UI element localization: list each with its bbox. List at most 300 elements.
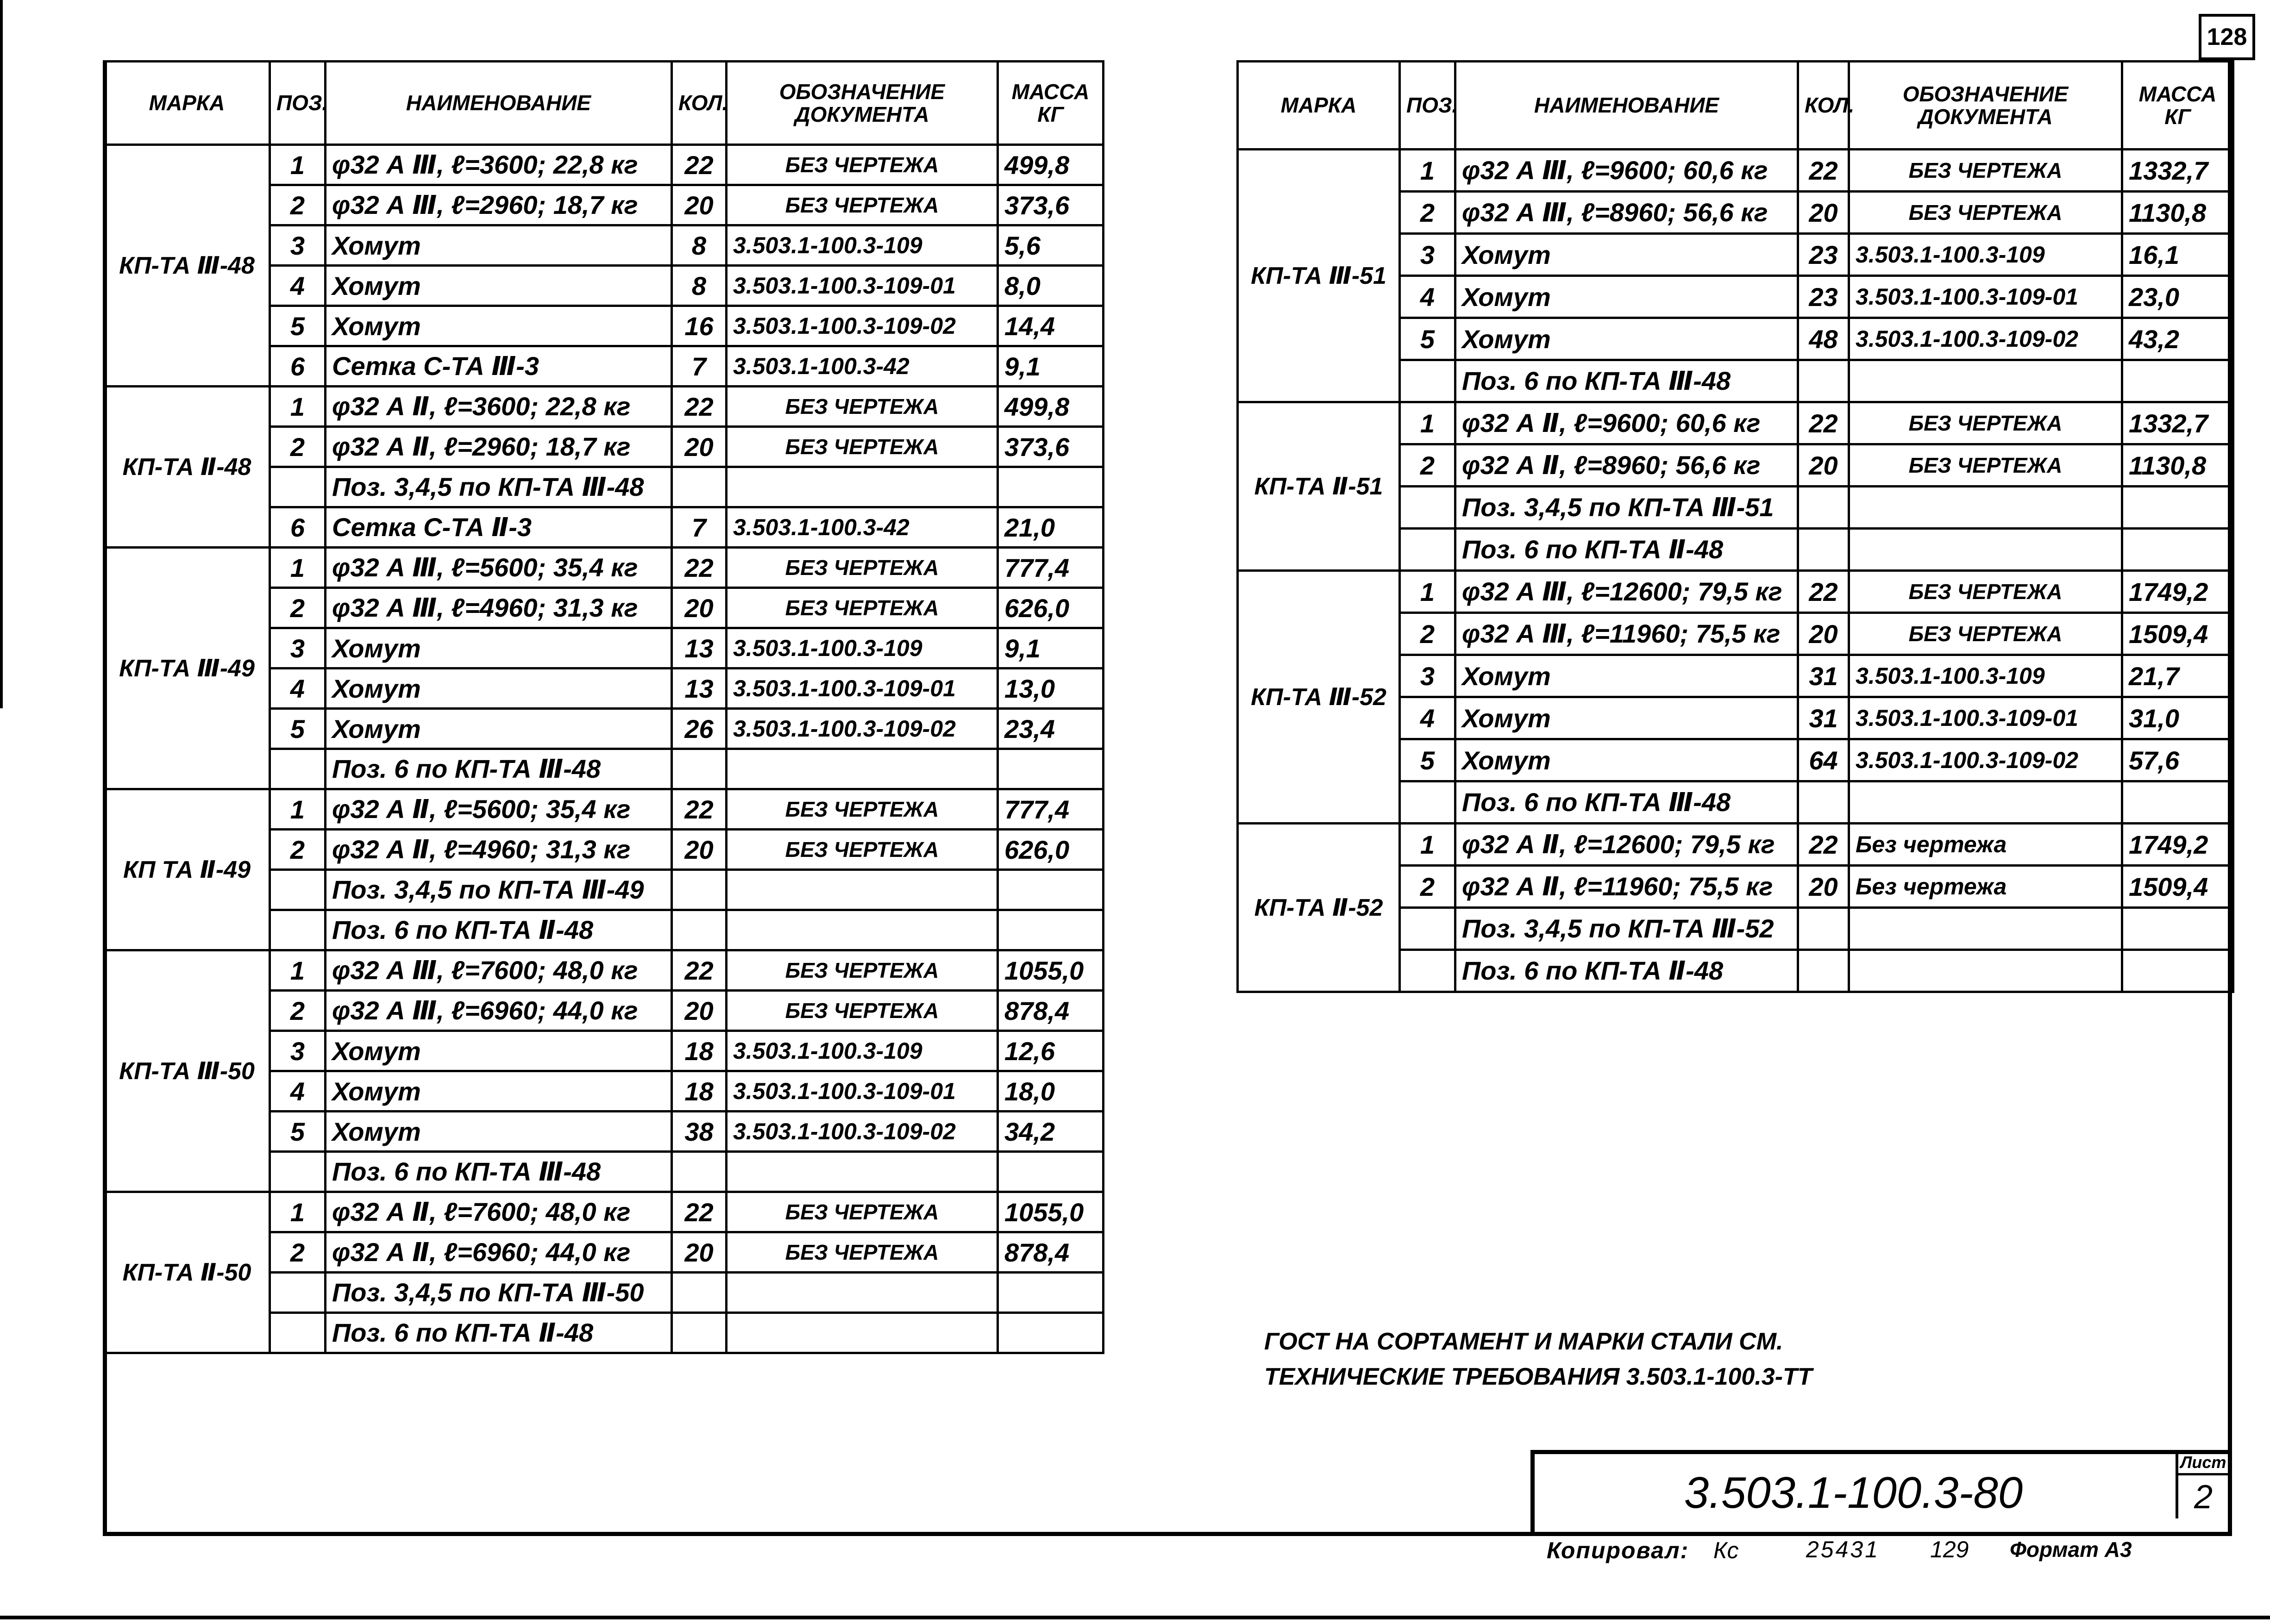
cell-qty: 31 — [1798, 697, 1849, 739]
cell-mass: 9,1 — [998, 346, 1104, 387]
cell-pos: 2 — [270, 991, 326, 1031]
cell-mass: 1130,8 — [2122, 192, 2233, 234]
cell-mass — [2122, 487, 2233, 529]
cell-pos: 2 — [270, 830, 326, 870]
cell-mass: 1509,4 — [2122, 613, 2233, 655]
cell-mark: КП-ТА Ⅲ-48 — [104, 145, 270, 387]
cell-pos: 3 — [270, 628, 326, 668]
cell-doc: БЕЗ ЧЕРТЕЖА — [1849, 192, 2122, 234]
cell-mass: 12,6 — [998, 1031, 1104, 1071]
cell-doc: 3.503.1-100.3-109-02 — [727, 306, 998, 346]
cell-mass: 373,6 — [998, 185, 1104, 225]
cell-qty — [1798, 781, 1849, 824]
header-qty: КОЛ. — [1798, 62, 1849, 150]
note-line-gost: ГОСТ НА СОРТАМЕНТ И МАРКИ СТАЛИ СМ. — [1264, 1328, 1783, 1355]
cell-mass — [998, 910, 1104, 950]
cell-qty: 22 — [672, 548, 727, 588]
cell-mark: КП-ТА Ⅱ-52 — [1238, 824, 1400, 992]
cell-qty: 20 — [672, 991, 727, 1031]
cell-qty: 20 — [672, 588, 727, 628]
cell-doc: 3.503.1-100.3-109-02 — [727, 1112, 998, 1152]
cell-mass: 5,6 — [998, 225, 1104, 266]
cell-qty: 22 — [672, 789, 727, 830]
cell-pos — [1400, 360, 1455, 402]
spec-table-right-body — [1238, 150, 2233, 992]
cell-qty: 13 — [672, 668, 727, 709]
cell-pos: 5 — [1400, 739, 1455, 781]
header-doc: ОБОЗНАЧЕНИЕ ДОКУМЕНТА — [1849, 62, 2122, 150]
header-doc: ОБОЗНАЧЕНИЕ ДОКУМЕНТА — [727, 62, 998, 145]
header-mark: МАРКА — [1238, 62, 1400, 150]
cell-name: Поз. 3,4,5 по КП-ТА Ⅲ-50 — [326, 1273, 672, 1313]
cell-pos — [1400, 950, 1455, 992]
cell-name: Хомут — [326, 668, 672, 709]
cell-qty: 26 — [672, 709, 727, 749]
cell-name: φ32 А Ⅱ, ℓ=8960; 56,6 кг — [1455, 444, 1798, 487]
cell-pos — [270, 1273, 326, 1313]
cell-name: Хомут — [1455, 318, 1798, 360]
cell-doc — [1849, 487, 2122, 529]
cell-name: Поз. 6 по КП-ТА Ⅲ-48 — [1455, 781, 1798, 824]
cell-qty: 22 — [672, 387, 727, 427]
copied-by-label: Копировал: — [1547, 1537, 1689, 1563]
cell-mass: 878,4 — [998, 991, 1104, 1031]
cell-name: Поз. 6 по КП-ТА Ⅱ-48 — [1455, 529, 1798, 571]
cell-name: Поз. 6 по КП-ТА Ⅱ-48 — [326, 1313, 672, 1353]
note-line-tech-req: ТЕХНИЧЕСКИЕ ТРЕБОВАНИЯ 3.503.1-100.3-ТТ — [1264, 1363, 1812, 1390]
header-pos: ПОЗ. — [1400, 62, 1455, 150]
cell-doc — [1849, 950, 2122, 992]
cell-pos: 1 — [1400, 150, 1455, 192]
cell-qty — [1798, 487, 1849, 529]
cell-pos: 1 — [270, 548, 326, 588]
notes — [1264, 1324, 1812, 1394]
cell-pos — [270, 749, 326, 789]
cell-mark: КП-ТА Ⅲ-50 — [104, 950, 270, 1192]
cell-pos: 6 — [270, 507, 326, 548]
header-mark: МАРКА — [104, 62, 270, 145]
cell-pos — [270, 1152, 326, 1192]
cell-doc — [1849, 908, 2122, 950]
cell-name: Поз. 3,4,5 по КП-ТА Ⅲ-51 — [1455, 487, 1798, 529]
cell-name: φ32 А Ⅲ, ℓ=12600; 79,5 кг — [1455, 571, 1798, 613]
cell-name: φ32 А Ⅱ, ℓ=9600; 60,6 кг — [1455, 402, 1798, 444]
cell-mass — [2122, 950, 2233, 992]
cell-name: φ32 А Ⅲ, ℓ=8960; 56,6 кг — [1455, 192, 1798, 234]
cell-doc — [1849, 360, 2122, 402]
cell-pos: 2 — [270, 185, 326, 225]
cell-qty: 22 — [1798, 150, 1849, 192]
cell-name: Поз. 3,4,5 по КП-ТА Ⅲ-52 — [1455, 908, 1798, 950]
cell-doc — [727, 870, 998, 910]
cell-qty: 48 — [1798, 318, 1849, 360]
cell-mass: 626,0 — [998, 830, 1104, 870]
cell-doc: БЕЗ ЧЕРТЕЖА — [1849, 571, 2122, 613]
cell-doc: БЕЗ ЧЕРТЕЖА — [727, 185, 998, 225]
cell-qty: 23 — [1798, 276, 1849, 318]
cell-pos: 5 — [270, 306, 326, 346]
cell-qty: 20 — [672, 185, 727, 225]
cell-name: Хомут — [1455, 655, 1798, 697]
cell-mass — [2122, 908, 2233, 950]
cell-mass: 1749,2 — [2122, 571, 2233, 613]
bottom-edge-line — [0, 1616, 2270, 1619]
page-number: 128 — [2199, 14, 2255, 60]
cell-qty: 8 — [672, 225, 727, 266]
cell-name: Хомут — [326, 306, 672, 346]
cell-mark: КП-ТА Ⅱ-48 — [104, 387, 270, 548]
cell-name: Хомут — [1455, 276, 1798, 318]
cell-pos: 1 — [270, 789, 326, 830]
cell-mass — [2122, 360, 2233, 402]
cell-name: Поз. 3,4,5 по КП-ТА Ⅲ-48 — [326, 467, 672, 507]
cell-mass: 1332,7 — [2122, 150, 2233, 192]
cell-doc: 3.503.1-100.3-109 — [1849, 234, 2122, 276]
cell-mass: 14,4 — [998, 306, 1104, 346]
cell-mass: 499,8 — [998, 145, 1104, 185]
cell-pos: 2 — [270, 588, 326, 628]
cell-mass: 18,0 — [998, 1071, 1104, 1112]
cell-qty: 8 — [672, 266, 727, 306]
cell-mass — [998, 467, 1104, 507]
cell-pos: 1 — [270, 950, 326, 991]
header-mass: МАССА КГ — [998, 62, 1104, 145]
cell-qty: 22 — [672, 145, 727, 185]
cell-qty: 22 — [672, 950, 727, 991]
cell-name: φ32 А Ⅱ, ℓ=12600; 79,5 кг — [1455, 824, 1798, 866]
cell-doc: БЕЗ ЧЕРТЕЖА — [727, 387, 998, 427]
cell-name: φ32 А Ⅲ, ℓ=5600; 35,4 кг — [326, 548, 672, 588]
cell-pos: 2 — [1400, 444, 1455, 487]
cell-mark: КП-ТА Ⅲ-52 — [1238, 571, 1400, 824]
cell-doc: БЕЗ ЧЕРТЕЖА — [727, 950, 998, 991]
inventory-number: 25431 — [1806, 1537, 1880, 1562]
cell-pos: 1 — [1400, 824, 1455, 866]
cell-mass: 13,0 — [998, 668, 1104, 709]
cell-mass: 34,2 — [998, 1112, 1104, 1152]
cell-doc — [727, 1273, 998, 1313]
cell-doc — [727, 467, 998, 507]
cell-pos — [1400, 487, 1455, 529]
cell-name: Хомут — [326, 1071, 672, 1112]
cell-mark: КП-ТА Ⅱ-51 — [1238, 402, 1400, 571]
cell-pos — [270, 910, 326, 950]
cell-mass: 1749,2 — [2122, 824, 2233, 866]
cell-qty: 31 — [1798, 655, 1849, 697]
cell-doc: 3.503.1-100.3-109-01 — [727, 668, 998, 709]
cell-name: Поз. 6 по КП-ТА Ⅲ-48 — [326, 749, 672, 789]
cell-name: φ32 А Ⅱ, ℓ=2960; 18,7 кг — [326, 427, 672, 467]
cell-name: Хомут — [326, 225, 672, 266]
cell-pos: 2 — [1400, 613, 1455, 655]
cell-mass: 57,6 — [2122, 739, 2233, 781]
cell-name: φ32 А Ⅲ, ℓ=7600; 48,0 кг — [326, 950, 672, 991]
cell-pos: 6 — [270, 346, 326, 387]
cell-mass: 23,0 — [2122, 276, 2233, 318]
cell-name: Сетка С-ТА Ⅱ-3 — [326, 507, 672, 548]
cell-name: φ32 А Ⅱ, ℓ=4960; 31,3 кг — [326, 830, 672, 870]
cell-name: φ32 А Ⅲ, ℓ=4960; 31,3 кг — [326, 588, 672, 628]
cell-mass: 777,4 — [998, 789, 1104, 830]
cell-qty — [672, 1273, 727, 1313]
cell-mass: 23,4 — [998, 709, 1104, 749]
table-row — [104, 387, 1104, 427]
cell-doc: БЕЗ ЧЕРТЕЖА — [727, 830, 998, 870]
cell-name: Хомут — [326, 628, 672, 668]
header-qty: КОЛ. — [672, 62, 727, 145]
cell-name: Хомут — [1455, 697, 1798, 739]
cell-qty: 20 — [1798, 613, 1849, 655]
cell-doc: БЕЗ ЧЕРТЕЖА — [1849, 444, 2122, 487]
cell-qty — [672, 749, 727, 789]
spec-table-right — [1236, 60, 2234, 993]
cell-mass — [2122, 781, 2233, 824]
cell-doc — [727, 1313, 998, 1353]
cell-doc: Без чертежа — [1849, 866, 2122, 908]
table-row — [104, 1192, 1104, 1232]
cell-pos: 2 — [270, 1232, 326, 1273]
cell-mass: 43,2 — [2122, 318, 2233, 360]
header-name: НАИМЕНОВАНИЕ — [1455, 62, 1798, 150]
cell-pos — [1400, 529, 1455, 571]
header-pos: ПОЗ. — [270, 62, 326, 145]
cell-name: Поз. 6 по КП-ТА Ⅲ-48 — [1455, 360, 1798, 402]
format-label: Формат А3 — [2010, 1537, 2132, 1562]
cell-name: Хомут — [1455, 739, 1798, 781]
table-row — [1238, 402, 2233, 444]
table-row — [104, 789, 1104, 830]
cell-mass: 9,1 — [998, 628, 1104, 668]
cell-name: Сетка С-ТА Ⅲ-3 — [326, 346, 672, 387]
cell-mass: 1055,0 — [998, 950, 1104, 991]
cell-pos — [270, 1313, 326, 1353]
cell-name: Хомут — [326, 709, 672, 749]
cell-pos: 5 — [270, 709, 326, 749]
cell-name: φ32 А Ⅲ, ℓ=2960; 18,7 кг — [326, 185, 672, 225]
cell-doc: 3.503.1-100.3-42 — [727, 346, 998, 387]
cell-doc: 3.503.1-100.3-109-02 — [1849, 739, 2122, 781]
cell-mark: КП-ТА Ⅲ-49 — [104, 548, 270, 789]
cell-doc: БЕЗ ЧЕРТЕЖА — [727, 145, 998, 185]
cell-qty — [1798, 908, 1849, 950]
cell-mass — [998, 749, 1104, 789]
cell-pos: 2 — [1400, 866, 1455, 908]
cell-doc: БЕЗ ЧЕРТЕЖА — [1849, 402, 2122, 444]
cell-pos: 3 — [270, 1031, 326, 1071]
cell-name: φ32 А Ⅱ, ℓ=5600; 35,4 кг — [326, 789, 672, 830]
table-row — [104, 548, 1104, 588]
cell-mass: 31,0 — [2122, 697, 2233, 739]
cell-qty — [672, 910, 727, 950]
cell-mass: 16,1 — [2122, 234, 2233, 276]
cell-qty: 20 — [672, 830, 727, 870]
cell-pos: 5 — [270, 1112, 326, 1152]
cell-qty: 13 — [672, 628, 727, 668]
cell-qty: 7 — [672, 346, 727, 387]
cell-name: φ32 А Ⅱ, ℓ=3600; 22,8 кг — [326, 387, 672, 427]
cell-mass: 1130,8 — [2122, 444, 2233, 487]
cell-mass — [998, 1152, 1104, 1192]
table-row — [104, 145, 1104, 185]
cell-doc: БЕЗ ЧЕРТЕЖА — [1849, 150, 2122, 192]
cell-mass: 499,8 — [998, 387, 1104, 427]
sheet-label: Лист — [2178, 1453, 2228, 1475]
cell-qty: 7 — [672, 507, 727, 548]
cell-name: Поз. 6 по КП-ТА Ⅱ-48 — [1455, 950, 1798, 992]
cell-doc: 3.503.1-100.3-109-01 — [727, 1071, 998, 1112]
cell-mass: 1055,0 — [998, 1192, 1104, 1232]
cell-pos: 4 — [270, 266, 326, 306]
table-row — [104, 950, 1104, 991]
copied-by-value: Кс — [1713, 1537, 1739, 1563]
cell-name: Поз. 3,4,5 по КП-ТА Ⅲ-49 — [326, 870, 672, 910]
cell-doc — [1849, 781, 2122, 824]
table-row — [1238, 824, 2233, 866]
spec-table-left-body — [104, 145, 1104, 1353]
cell-doc: БЕЗ ЧЕРТЕЖА — [727, 789, 998, 830]
cell-pos: 1 — [270, 145, 326, 185]
cell-qty — [672, 1152, 727, 1192]
cell-pos: 3 — [1400, 234, 1455, 276]
cell-name: Поз. 6 по КП-ТА Ⅲ-48 — [326, 1152, 672, 1192]
cell-pos: 2 — [270, 427, 326, 467]
document-code: 3.503.1-100.3-80 — [1684, 1468, 2023, 1518]
cell-qty: 22 — [1798, 571, 1849, 613]
sheet-count: 129 — [1930, 1537, 1969, 1562]
cell-mark: КП ТА Ⅱ-49 — [104, 789, 270, 950]
table-row — [1238, 571, 2233, 613]
page-edge-line — [0, 0, 3, 708]
spec-table-left — [103, 60, 1104, 1354]
cell-qty: 18 — [672, 1071, 727, 1112]
cell-pos: 5 — [1400, 318, 1455, 360]
cell-doc: БЕЗ ЧЕРТЕЖА — [727, 1192, 998, 1232]
cell-mass — [998, 870, 1104, 910]
cell-qty — [672, 1313, 727, 1353]
cell-doc: 3.503.1-100.3-109 — [727, 628, 998, 668]
cell-pos — [1400, 908, 1455, 950]
cell-qty: 20 — [672, 1232, 727, 1273]
cell-mass: 878,4 — [998, 1232, 1104, 1273]
cell-pos — [270, 467, 326, 507]
cell-doc: 3.503.1-100.3-109-02 — [1849, 318, 2122, 360]
cell-qty: 18 — [672, 1031, 727, 1071]
cell-name: Хомут — [326, 1031, 672, 1071]
cell-doc: БЕЗ ЧЕРТЕЖА — [1849, 613, 2122, 655]
cell-name: φ32 А Ⅱ, ℓ=11960; 75,5 кг — [1455, 866, 1798, 908]
cell-pos: 1 — [1400, 402, 1455, 444]
table-header-row — [1238, 62, 2233, 150]
cell-doc: БЕЗ ЧЕРТЕЖА — [727, 991, 998, 1031]
cell-qty — [1798, 360, 1849, 402]
cell-qty: 20 — [1798, 444, 1849, 487]
cell-pos: 3 — [1400, 655, 1455, 697]
cell-pos: 4 — [270, 1071, 326, 1112]
cell-mass: 21,7 — [2122, 655, 2233, 697]
cell-doc — [1849, 529, 2122, 571]
cell-doc: БЕЗ ЧЕРТЕЖА — [727, 588, 998, 628]
cell-doc: 3.503.1-100.3-109-01 — [1849, 276, 2122, 318]
cell-mass — [2122, 529, 2233, 571]
cell-name: φ32 А Ⅱ, ℓ=6960; 44,0 кг — [326, 1232, 672, 1273]
cell-doc: 3.503.1-100.3-109 — [1849, 655, 2122, 697]
sheet-number: 2 — [2194, 1479, 2213, 1516]
cell-qty — [1798, 529, 1849, 571]
cell-doc — [727, 749, 998, 789]
cell-pos — [1400, 781, 1455, 824]
cell-mass: 626,0 — [998, 588, 1104, 628]
cell-mass: 1332,7 — [2122, 402, 2233, 444]
cell-mass: 373,6 — [998, 427, 1104, 467]
cell-pos: 1 — [1400, 571, 1455, 613]
cell-pos: 1 — [270, 387, 326, 427]
cell-pos: 2 — [1400, 192, 1455, 234]
cell-doc: 3.503.1-100.3-109-01 — [1849, 697, 2122, 739]
cell-doc — [727, 1152, 998, 1192]
cell-pos: 3 — [270, 225, 326, 266]
cell-mark: КП-ТА Ⅲ-51 — [1238, 150, 1400, 402]
cell-name: φ32 А Ⅱ, ℓ=7600; 48,0 кг — [326, 1192, 672, 1232]
cell-mass: 1509,4 — [2122, 866, 2233, 908]
cell-pos: 1 — [270, 1192, 326, 1232]
cell-pos: 4 — [1400, 276, 1455, 318]
cell-doc: БЕЗ ЧЕРТЕЖА — [727, 427, 998, 467]
cell-mass: 8,0 — [998, 266, 1104, 306]
header-name: НАИМЕНОВАНИЕ — [326, 62, 672, 145]
cell-name: φ32 А Ⅲ, ℓ=3600; 22,8 кг — [326, 145, 672, 185]
cell-qty — [672, 870, 727, 910]
cell-qty: 20 — [672, 427, 727, 467]
cell-mark: КП-ТА Ⅱ-50 — [104, 1192, 270, 1353]
cell-doc: БЕЗ ЧЕРТЕЖА — [727, 548, 998, 588]
cell-name: Хомут — [326, 1112, 672, 1152]
cell-mass — [998, 1273, 1104, 1313]
cell-doc: 3.503.1-100.3-109 — [727, 225, 998, 266]
table-row — [1238, 150, 2233, 192]
cell-doc: 3.503.1-100.3-109-01 — [727, 266, 998, 306]
header-mass: МАССА КГ — [2122, 62, 2233, 150]
cell-name: φ32 А Ⅲ, ℓ=9600; 60,6 кг — [1455, 150, 1798, 192]
cell-qty: 22 — [672, 1192, 727, 1232]
table-header-row — [104, 62, 1104, 145]
cell-mass: 21,0 — [998, 507, 1104, 548]
cell-qty — [672, 467, 727, 507]
cell-qty — [1798, 950, 1849, 992]
cell-mass: 777,4 — [998, 548, 1104, 588]
cell-qty: 38 — [672, 1112, 727, 1152]
cell-pos: 4 — [270, 668, 326, 709]
cell-doc: 3.503.1-100.3-109-02 — [727, 709, 998, 749]
cell-doc: 3.503.1-100.3-109 — [727, 1031, 998, 1071]
cell-qty: 20 — [1798, 192, 1849, 234]
cell-pos — [270, 870, 326, 910]
cell-name: Поз. 6 по КП-ТА Ⅱ-48 — [326, 910, 672, 950]
cell-doc — [727, 910, 998, 950]
cell-name: φ32 А Ⅲ, ℓ=11960; 75,5 кг — [1455, 613, 1798, 655]
cell-qty: 22 — [1798, 824, 1849, 866]
cell-qty: 20 — [1798, 866, 1849, 908]
cell-doc: Без чертежа — [1849, 824, 2122, 866]
cell-pos: 4 — [1400, 697, 1455, 739]
cell-name: Хомут — [1455, 234, 1798, 276]
cell-name: φ32 А Ⅲ, ℓ=6960; 44,0 кг — [326, 991, 672, 1031]
cell-qty: 64 — [1798, 739, 1849, 781]
cell-qty: 22 — [1798, 402, 1849, 444]
cell-doc: 3.503.1-100.3-42 — [727, 507, 998, 548]
cell-qty: 16 — [672, 306, 727, 346]
cell-name: Хомут — [326, 266, 672, 306]
cell-qty: 23 — [1798, 234, 1849, 276]
